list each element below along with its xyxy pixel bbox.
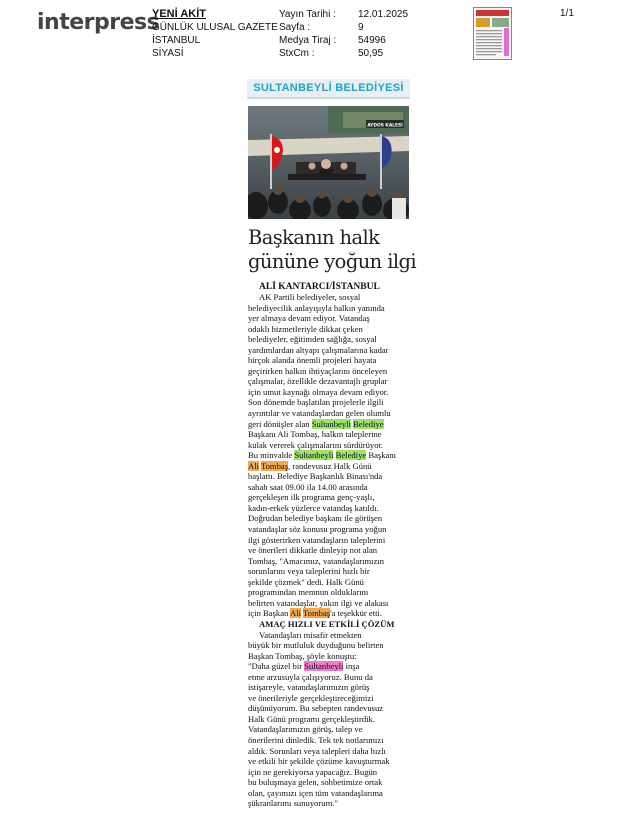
body-text: Bu minvalde: [248, 450, 293, 461]
body-line: Başkan Tombaş, şöyle konuştu:: [248, 650, 357, 661]
body-line: Doğrudan belediye başkanı ile görüşen: [248, 513, 383, 524]
body-line: yer almaya devam ediyor. Vatandaş: [248, 313, 370, 324]
article-headline: [248, 226, 416, 274]
body-text: için Başkan: [248, 608, 289, 619]
body-text: 'a teşekkür etti.: [330, 608, 383, 619]
page-indicator: 1/1: [560, 8, 574, 19]
keyword-highlight: Ali: [290, 608, 302, 619]
interpress-logo: interpress: [37, 10, 160, 35]
body-line: ayrıntılar ve vatandaşlardan gelen olumlu: [248, 408, 391, 419]
body-line: yardımlardan altyapı çalışmalarına kadar: [248, 344, 389, 355]
headline-line: Başkanın halk: [248, 226, 380, 249]
keyword-highlight: Sultanbeyli: [311, 418, 351, 429]
meta-value: 9: [358, 22, 364, 33]
body-line: olan, çayımızı içen tüm vatandaşlarıma: [248, 787, 383, 798]
publication-city: İSTANBUL: [152, 35, 201, 46]
body-line: şükranlarımı sunuyorum.": [248, 798, 338, 809]
body-line: birçok alanda önemli projeleri hayata: [248, 355, 377, 366]
body-line: AK Partili belediyeler, sosyal: [259, 292, 361, 302]
body-line: sorunlarını veya taleplerini hızlı bir: [248, 566, 370, 577]
publication-info: [152, 8, 278, 60]
meta-value: 54996: [358, 35, 386, 46]
article-body: [248, 292, 414, 809]
body-line: Son dönemde başlatılan projelerle ilgili: [248, 397, 384, 408]
meta-label: Sayfa :: [279, 22, 311, 33]
body-line: ve önerileri dikkatle dinleyip not alan: [248, 545, 378, 556]
body-line: Tombaş, "Amacımız, vatandaşlarımızın: [248, 555, 385, 566]
body-line: önerilerini dinledik. Tek tek notlarımızı: [248, 734, 384, 745]
keyword-highlight: Belediye: [335, 450, 367, 461]
body-line: gerçekleşen ilk programa genç-yaşlı,: [248, 492, 375, 503]
keyword-highlight: Belediye: [353, 418, 384, 429]
body-line: ve önerileriyle gerçekleştireceğimizi: [248, 692, 374, 703]
body-line: kulak vererek çalışmalarını sürdürüyor.: [248, 439, 384, 450]
body-line: belediyecilik anlayışıyla halkın yanında: [248, 302, 385, 313]
body-line: kadın-erkek yüzlerce vatandaş katıldı.: [248, 502, 379, 513]
keyword-highlight: Tombaş: [260, 460, 289, 471]
section-banner: [247, 79, 410, 99]
body-line: [248, 450, 414, 461]
body-line: odaklı hizmetleriyle dikkat çeken: [248, 323, 363, 334]
article-photo: [248, 106, 409, 219]
body-line: istişareyle, vatandaşlarımızın görüş: [248, 682, 370, 693]
body-line: programından memnun olduklarını: [248, 587, 369, 598]
section-title: SULTANBEYLİ BELEDİYESİ: [253, 82, 404, 94]
body-line: aldık. Sorunları veya talepleri daha hızlı: [248, 745, 386, 756]
keyword-highlight: Sultanbeyli: [304, 661, 344, 672]
body-text: inşa: [345, 661, 360, 672]
meta-labels: [279, 8, 336, 60]
body-line: ilgi gösterirken vatandaşların taleplerini: [248, 534, 386, 545]
body-line: düşünüyorum. Bu sebepten randevusuz: [248, 703, 384, 714]
body-line: için ne gerekiyorsa yapacağız. Bugün: [248, 766, 378, 777]
body-line: başlattı. Belediye Başkanlık Binası'nda: [248, 471, 383, 482]
body-line: şekilde çözmek" dedi. Halk Günü: [248, 576, 364, 587]
article-subheading: AMAÇ HIZLI VE ETKİLİ ÇÖZÜM: [259, 618, 395, 629]
body-line: belirten vatandaşlar, yakın ilgi ve alakası: [248, 597, 389, 608]
body-line: geçirirken halkın ihtiyaçlarını önceleyen: [248, 365, 388, 376]
meta-value: 50,95: [358, 48, 384, 59]
body-line: [248, 661, 414, 672]
body-line: bu buluşmaya gelen, sohbetimize ortak: [248, 777, 383, 788]
body-text: geri dönüşler alan: [248, 418, 310, 429]
photo-sign-text: AYDOS KALESİ: [367, 123, 403, 129]
publication-category: SİYASİ: [152, 48, 184, 59]
keyword-highlight: Sultanbeyli: [294, 450, 334, 461]
body-line: ve etkili bir şekilde çözüme kavuşturmak: [248, 756, 390, 767]
keyword-highlight: Ali: [248, 460, 259, 471]
publication-type: GÜNLÜK ULUSAL GAZETE: [152, 22, 278, 33]
body-text: , randevusuz Halk Günü: [288, 460, 372, 471]
body-text: "Daha güzel bir: [248, 661, 303, 672]
page-thumbnail[interactable]: [473, 7, 512, 60]
meta-label: Medya Tiraj :: [279, 35, 337, 46]
article-byline: ALİ KANTARCI/İSTANBUL: [259, 282, 380, 292]
body-line: Vatandaşları misafir etmekten: [259, 629, 362, 640]
body-line: belediyeler, eğitimden sağlığa, sosyal: [248, 334, 377, 345]
keyword-highlight: Tombaş: [303, 608, 331, 619]
body-line: için umut kaynağı olmaya devam ediyor.: [248, 386, 389, 397]
body-line: vatandaşlar söz konusu programa yoğun: [248, 524, 387, 535]
meta-values: [358, 8, 408, 60]
publication-name[interactable]: YENİ AKİT: [152, 8, 206, 20]
body-line: büyük bir mutluluk duyduğunu belirten: [248, 640, 384, 651]
body-line: [248, 419, 414, 430]
body-line: [248, 608, 414, 619]
thumbnail-image: [474, 8, 511, 59]
body-line: [248, 461, 414, 472]
meta-label: StxCm :: [279, 48, 315, 59]
headline-line: gününe yoğun ilgi: [248, 250, 417, 273]
body-line: Halk Günü programı gerçekleştirdik.: [248, 713, 375, 724]
body-line: sabah saat 09.00 ila 14.00 arasında: [248, 481, 368, 492]
body-line: çalışmalar, özellikle dezavantajlı gruplar: [248, 376, 388, 387]
body-line: etme arzusuyla çalışıyoruz. Bunu da: [248, 671, 373, 682]
body-line: Vatandaşlarımızın görüş, talep ve: [248, 724, 363, 735]
body-line: Başkanı Ali Tombaş, halkın taleplerine: [248, 429, 382, 440]
meta-label: Yayın Tarihi :: [279, 9, 336, 20]
body-text: Başkanı: [368, 450, 397, 461]
meta-value: 12.01.2025: [358, 9, 409, 20]
